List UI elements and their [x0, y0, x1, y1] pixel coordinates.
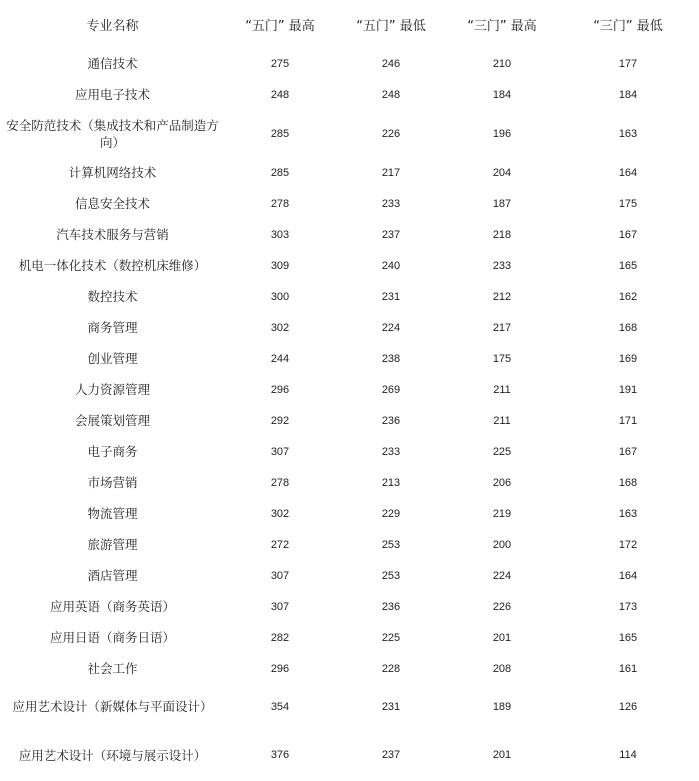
five-min-cell: 253 [381, 569, 401, 582]
three-max-cell: 217 [492, 321, 512, 334]
header-three-min: “三门” 最低 [593, 18, 663, 34]
header-row [0, 0, 699, 48]
header-five-max: “五门” 最高 [245, 18, 315, 34]
three-max-cell: 225 [492, 445, 512, 458]
header-five-min: “五门” 最低 [356, 18, 426, 34]
five-min-cell: 229 [381, 507, 401, 520]
five-min-cell: 226 [381, 127, 401, 140]
three-max-cell: 206 [492, 476, 512, 489]
three-min-cell: 163 [618, 507, 638, 520]
three-min-cell: 164 [618, 166, 638, 179]
three-max-cell: 218 [492, 228, 512, 241]
major-name: 应用艺术设计（环境与展示设计） [18, 747, 207, 763]
major-name: 汽车技术服务与营销 [56, 227, 169, 242]
five-min-cell: 253 [381, 538, 401, 551]
three-min-cell: 161 [618, 662, 638, 675]
five-min-cell: 228 [381, 662, 401, 675]
five-max-cell: 278 [270, 476, 290, 489]
header-three-max: “三门” 最高 [467, 18, 537, 34]
major-name: 应用艺术设计（新媒体与平面设计） [12, 699, 213, 714]
five-max-cell: 296 [270, 662, 290, 675]
three-max-cell: 211 [493, 383, 511, 396]
major-name: 电子商务 [87, 444, 138, 459]
five-min-cell: 237 [381, 749, 401, 761]
three-max-cell: 200 [492, 538, 512, 551]
three-min-cell: 165 [618, 259, 638, 272]
three-min-cell: 169 [618, 352, 638, 365]
five-max-cell: 376 [270, 749, 290, 761]
five-min-cell: 217 [381, 166, 401, 179]
major-name: 人力资源管理 [74, 382, 150, 397]
five-max-cell: 307 [270, 600, 290, 613]
three-min-cell: 165 [618, 631, 638, 644]
three-max-cell: 212 [492, 290, 512, 303]
table-row [0, 498, 699, 529]
five-max-cell: 272 [270, 538, 290, 551]
table-row [0, 436, 699, 467]
table-row [0, 312, 699, 343]
three-min-cell: 191 [618, 383, 638, 396]
five-max-cell: 285 [270, 127, 290, 140]
three-min-cell: 175 [618, 197, 638, 210]
three-max-cell: 208 [492, 662, 512, 675]
five-max-cell: 354 [270, 700, 290, 713]
five-min-cell: 269 [381, 383, 401, 396]
major-name: 创业管理 [87, 351, 138, 366]
five-min-cell: 231 [381, 700, 401, 713]
five-min-cell: 246 [381, 57, 401, 70]
five-min-cell: 233 [381, 197, 401, 210]
five-max-cell: 296 [270, 383, 290, 396]
three-max-cell: 201 [492, 749, 512, 761]
three-max-cell: 189 [492, 700, 512, 713]
table-row [0, 467, 699, 498]
five-max-cell: 244 [270, 352, 290, 365]
major-name: 酒店管理 [87, 568, 138, 583]
five-max-cell: 292 [270, 414, 290, 427]
five-min-cell: 213 [381, 476, 401, 489]
table-row [0, 653, 699, 684]
three-max-cell: 226 [492, 600, 512, 613]
five-max-cell: 307 [270, 569, 290, 582]
major-name: 物流管理 [87, 506, 138, 521]
major-name: 安全防范技术（集成技术和产品制造方向） [6, 117, 219, 150]
table-row [0, 219, 699, 250]
five-min-cell: 248 [381, 88, 401, 101]
three-min-cell: 168 [618, 476, 638, 489]
five-max-cell: 302 [270, 321, 290, 334]
five-max-cell: 278 [270, 197, 290, 210]
major-name: 数控技术 [87, 289, 138, 304]
table-row [0, 281, 699, 312]
five-min-cell: 236 [381, 600, 401, 613]
five-max-cell: 307 [270, 445, 290, 458]
table-row [0, 560, 699, 591]
major-name: 机电一体化技术（数控机床维修） [18, 258, 207, 273]
three-min-cell: 184 [618, 88, 638, 101]
five-min-cell: 240 [381, 259, 401, 272]
major-name: 通信技术 [87, 56, 138, 71]
major-name: 会展策划管理 [74, 413, 150, 428]
three-max-cell: 175 [492, 352, 512, 365]
table-row [0, 48, 699, 79]
five-min-cell: 237 [381, 228, 401, 241]
five-max-cell: 300 [270, 290, 290, 303]
three-min-cell: 168 [618, 321, 638, 334]
three-max-cell: 196 [492, 127, 512, 140]
five-max-cell: 275 [270, 57, 290, 70]
three-min-cell: 163 [618, 127, 638, 140]
three-min-cell: 114 [619, 749, 637, 761]
three-max-cell: 210 [492, 57, 512, 70]
three-min-cell: 172 [618, 538, 638, 551]
five-max-cell: 248 [270, 88, 290, 101]
header-major: 专业名称 [86, 18, 139, 34]
three-max-cell: 233 [492, 259, 512, 272]
major-name: 应用日语（商务日语） [49, 630, 175, 645]
three-min-cell: 177 [618, 57, 638, 70]
table-row [0, 622, 699, 653]
three-max-cell: 184 [492, 88, 512, 101]
five-max-cell: 285 [270, 166, 290, 179]
major-name: 商务管理 [87, 320, 138, 335]
table-row [0, 250, 699, 281]
five-max-cell: 303 [270, 228, 290, 241]
five-min-cell: 225 [381, 631, 401, 644]
five-min-cell: 236 [381, 414, 401, 427]
table-row [0, 343, 699, 374]
table-row [0, 157, 699, 188]
table-row [0, 591, 699, 622]
major-name: 应用英语（商务英语） [49, 599, 175, 614]
five-max-cell: 282 [270, 631, 290, 644]
major-name: 社会工作 [87, 661, 138, 676]
three-min-cell: 162 [618, 290, 638, 303]
three-max-cell: 224 [492, 569, 512, 582]
three-min-cell: 173 [618, 600, 638, 613]
three-max-cell: 211 [493, 414, 511, 427]
table-row [0, 110, 699, 157]
five-min-cell: 238 [381, 352, 401, 365]
three-min-cell: 171 [618, 414, 638, 427]
five-max-cell: 302 [270, 507, 290, 520]
major-name: 旅游管理 [87, 537, 138, 552]
three-max-cell: 201 [492, 631, 512, 644]
major-name: 应用电子技术 [74, 87, 150, 102]
three-min-cell: 167 [618, 445, 638, 458]
table-row [0, 529, 699, 560]
major-name: 信息安全技术 [74, 196, 150, 211]
three-min-cell: 164 [618, 569, 638, 582]
five-min-cell: 231 [381, 290, 401, 303]
table-row [0, 405, 699, 436]
major-name: 市场营销 [87, 475, 138, 490]
five-min-cell: 233 [381, 445, 401, 458]
five-min-cell: 224 [381, 321, 401, 334]
three-min-cell: 126 [618, 700, 638, 713]
three-max-cell: 187 [492, 197, 512, 210]
table-row [0, 374, 699, 405]
three-max-cell: 219 [492, 507, 512, 520]
table-row [0, 79, 699, 110]
three-max-cell: 204 [492, 166, 512, 179]
five-max-cell: 309 [270, 259, 290, 272]
major-name: 计算机网络技术 [68, 165, 157, 180]
three-min-cell: 167 [618, 228, 638, 241]
table-row [0, 729, 699, 781]
table-row [0, 188, 699, 219]
table-row [0, 684, 699, 729]
